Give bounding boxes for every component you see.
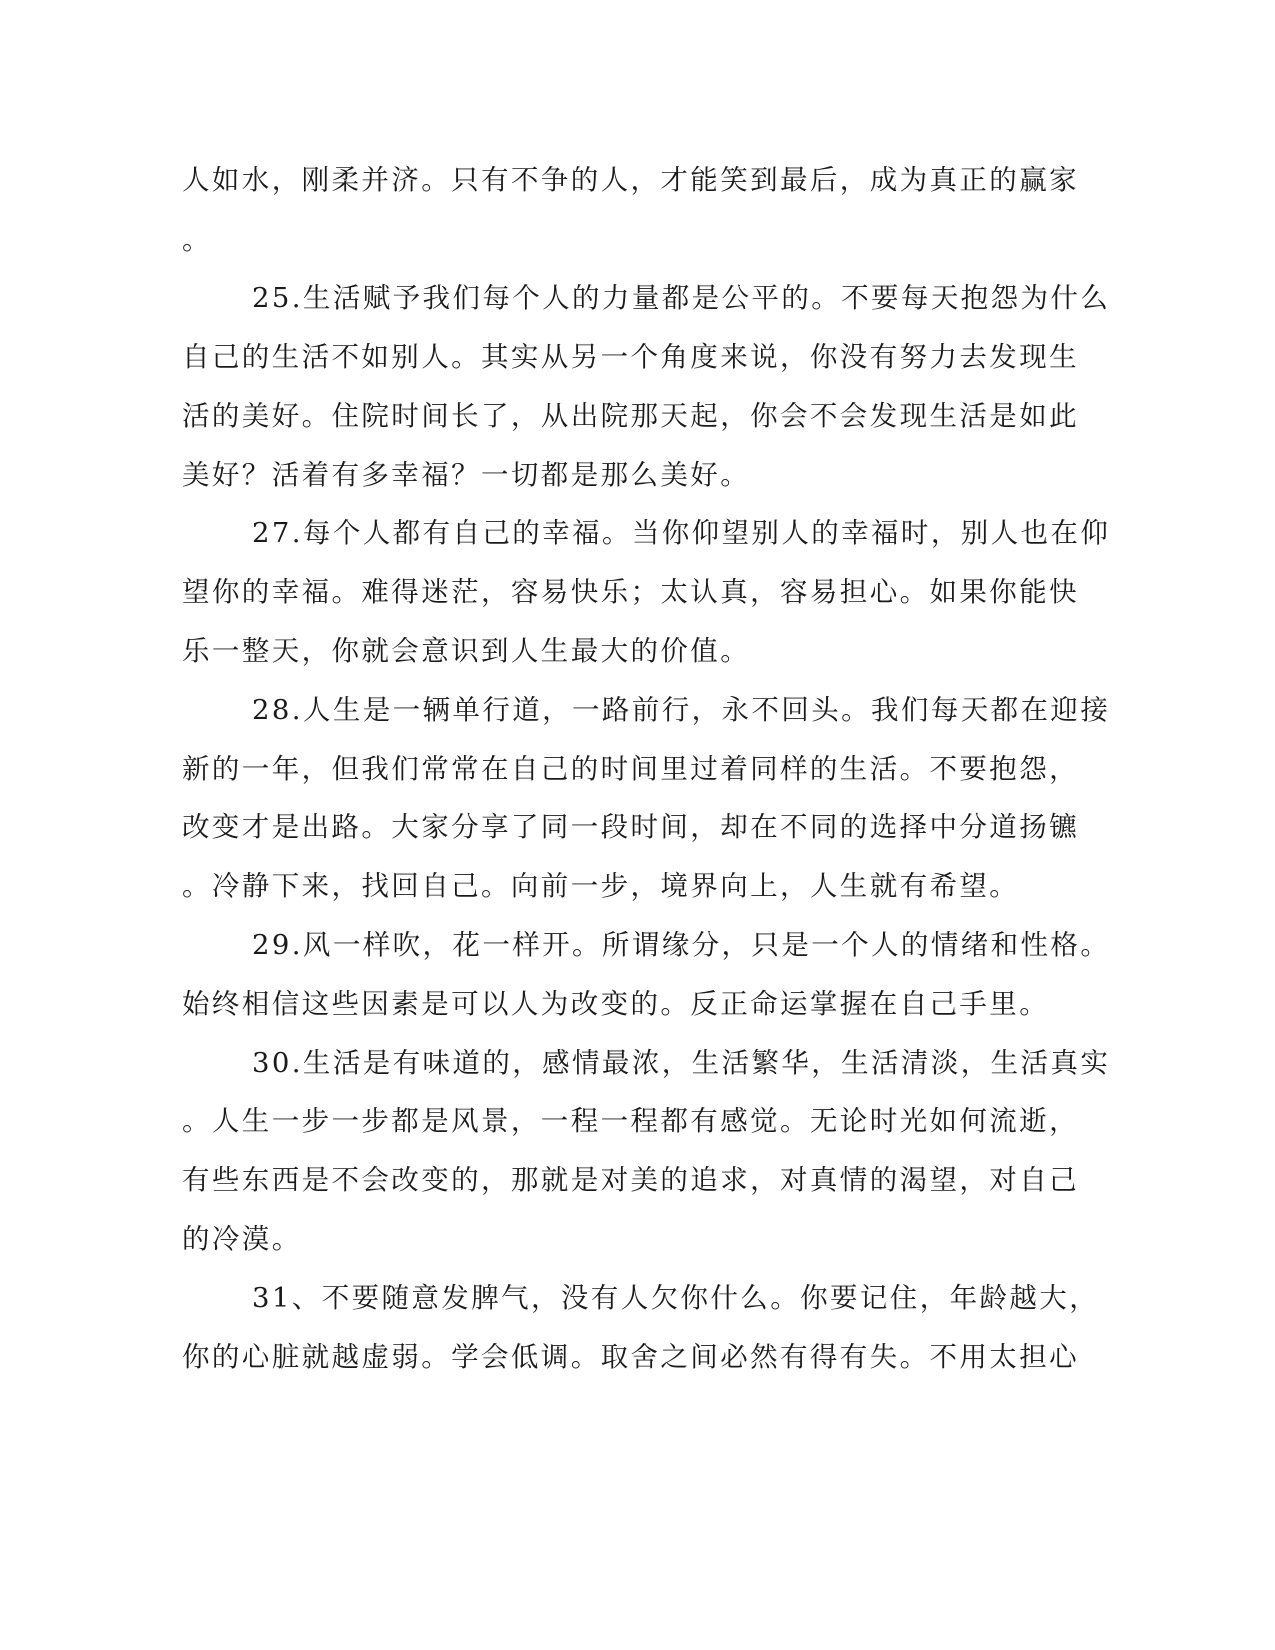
text-line: 的冷漠。 bbox=[182, 1223, 302, 1255]
text-line: 始终相信这些因素是可以人为改变的。反正命运掌握在自己手里。 bbox=[182, 988, 1050, 1020]
text-line: 。冷静下来，找回自己。向前一步，境界向上，人生就有希望。 bbox=[182, 870, 1020, 902]
text-line: 自己的生活不如别人。其实从另一个角度来说，你没有努力去发现生 bbox=[182, 341, 1079, 373]
text-line: 望你的幸福。难得迷茫，容易快乐；太认真，容易担心。如果你能快 bbox=[182, 576, 1079, 608]
text-line: 。 bbox=[182, 224, 212, 256]
paragraph-start-25: 25.生活赋予我们每个人的力量都是公平的。不要每天抱怨为什么 bbox=[252, 282, 1111, 314]
paragraph-start-31: 31、不要随意发脾气，没有人欠你什么。你要记住，年龄越大， bbox=[252, 1282, 1100, 1314]
text-line: 乐一整天，你就会意识到人生最大的价值。 bbox=[182, 635, 751, 667]
text-line: 你的心脏就越虚弱。学会低调。取舍之间必然有得有失。不用太担心 bbox=[182, 1341, 1079, 1373]
paragraph-start-27: 27.每个人都有自己的幸福。当你仰望别人的幸福时，别人也在仰 bbox=[252, 517, 1111, 549]
text-line: 改变才是出路。大家分享了同一段时间，却在不同的选择中分道扬镳 bbox=[182, 811, 1079, 843]
text-line: 新的一年，但我们常常在自己的时间里过着同样的生活。不要抱怨， bbox=[182, 753, 1079, 785]
text-line: 美好？活着有多幸福？一切都是那么美好。 bbox=[182, 459, 751, 491]
text-line: 人如水，刚柔并济。只有不争的人，才能笑到最后，成为真正的赢家 bbox=[182, 164, 1079, 196]
paragraph-start-30: 30.生活是有味道的，感情最浓，生活繁华，生活清淡，生活真实 bbox=[252, 1047, 1111, 1079]
paragraph-start-28: 28.人生是一辆单行道，一路前行，永不回头。我们每天都在迎接 bbox=[252, 694, 1111, 726]
paragraph-start-29: 29.风一样吹，花一样开。所谓缘分，只是一个人的情绪和性格。 bbox=[252, 929, 1111, 961]
text-line: 有些东西是不会改变的，那就是对美的追求，对真情的渴望，对自己 bbox=[182, 1164, 1079, 1196]
text-line: 。人生一步一步都是风景，一程一程都有感觉。无论时光如何流逝， bbox=[182, 1105, 1079, 1137]
text-line: 活的美好。住院时间长了，从出院那天起，你会不会发现生活是如此 bbox=[182, 400, 1079, 432]
